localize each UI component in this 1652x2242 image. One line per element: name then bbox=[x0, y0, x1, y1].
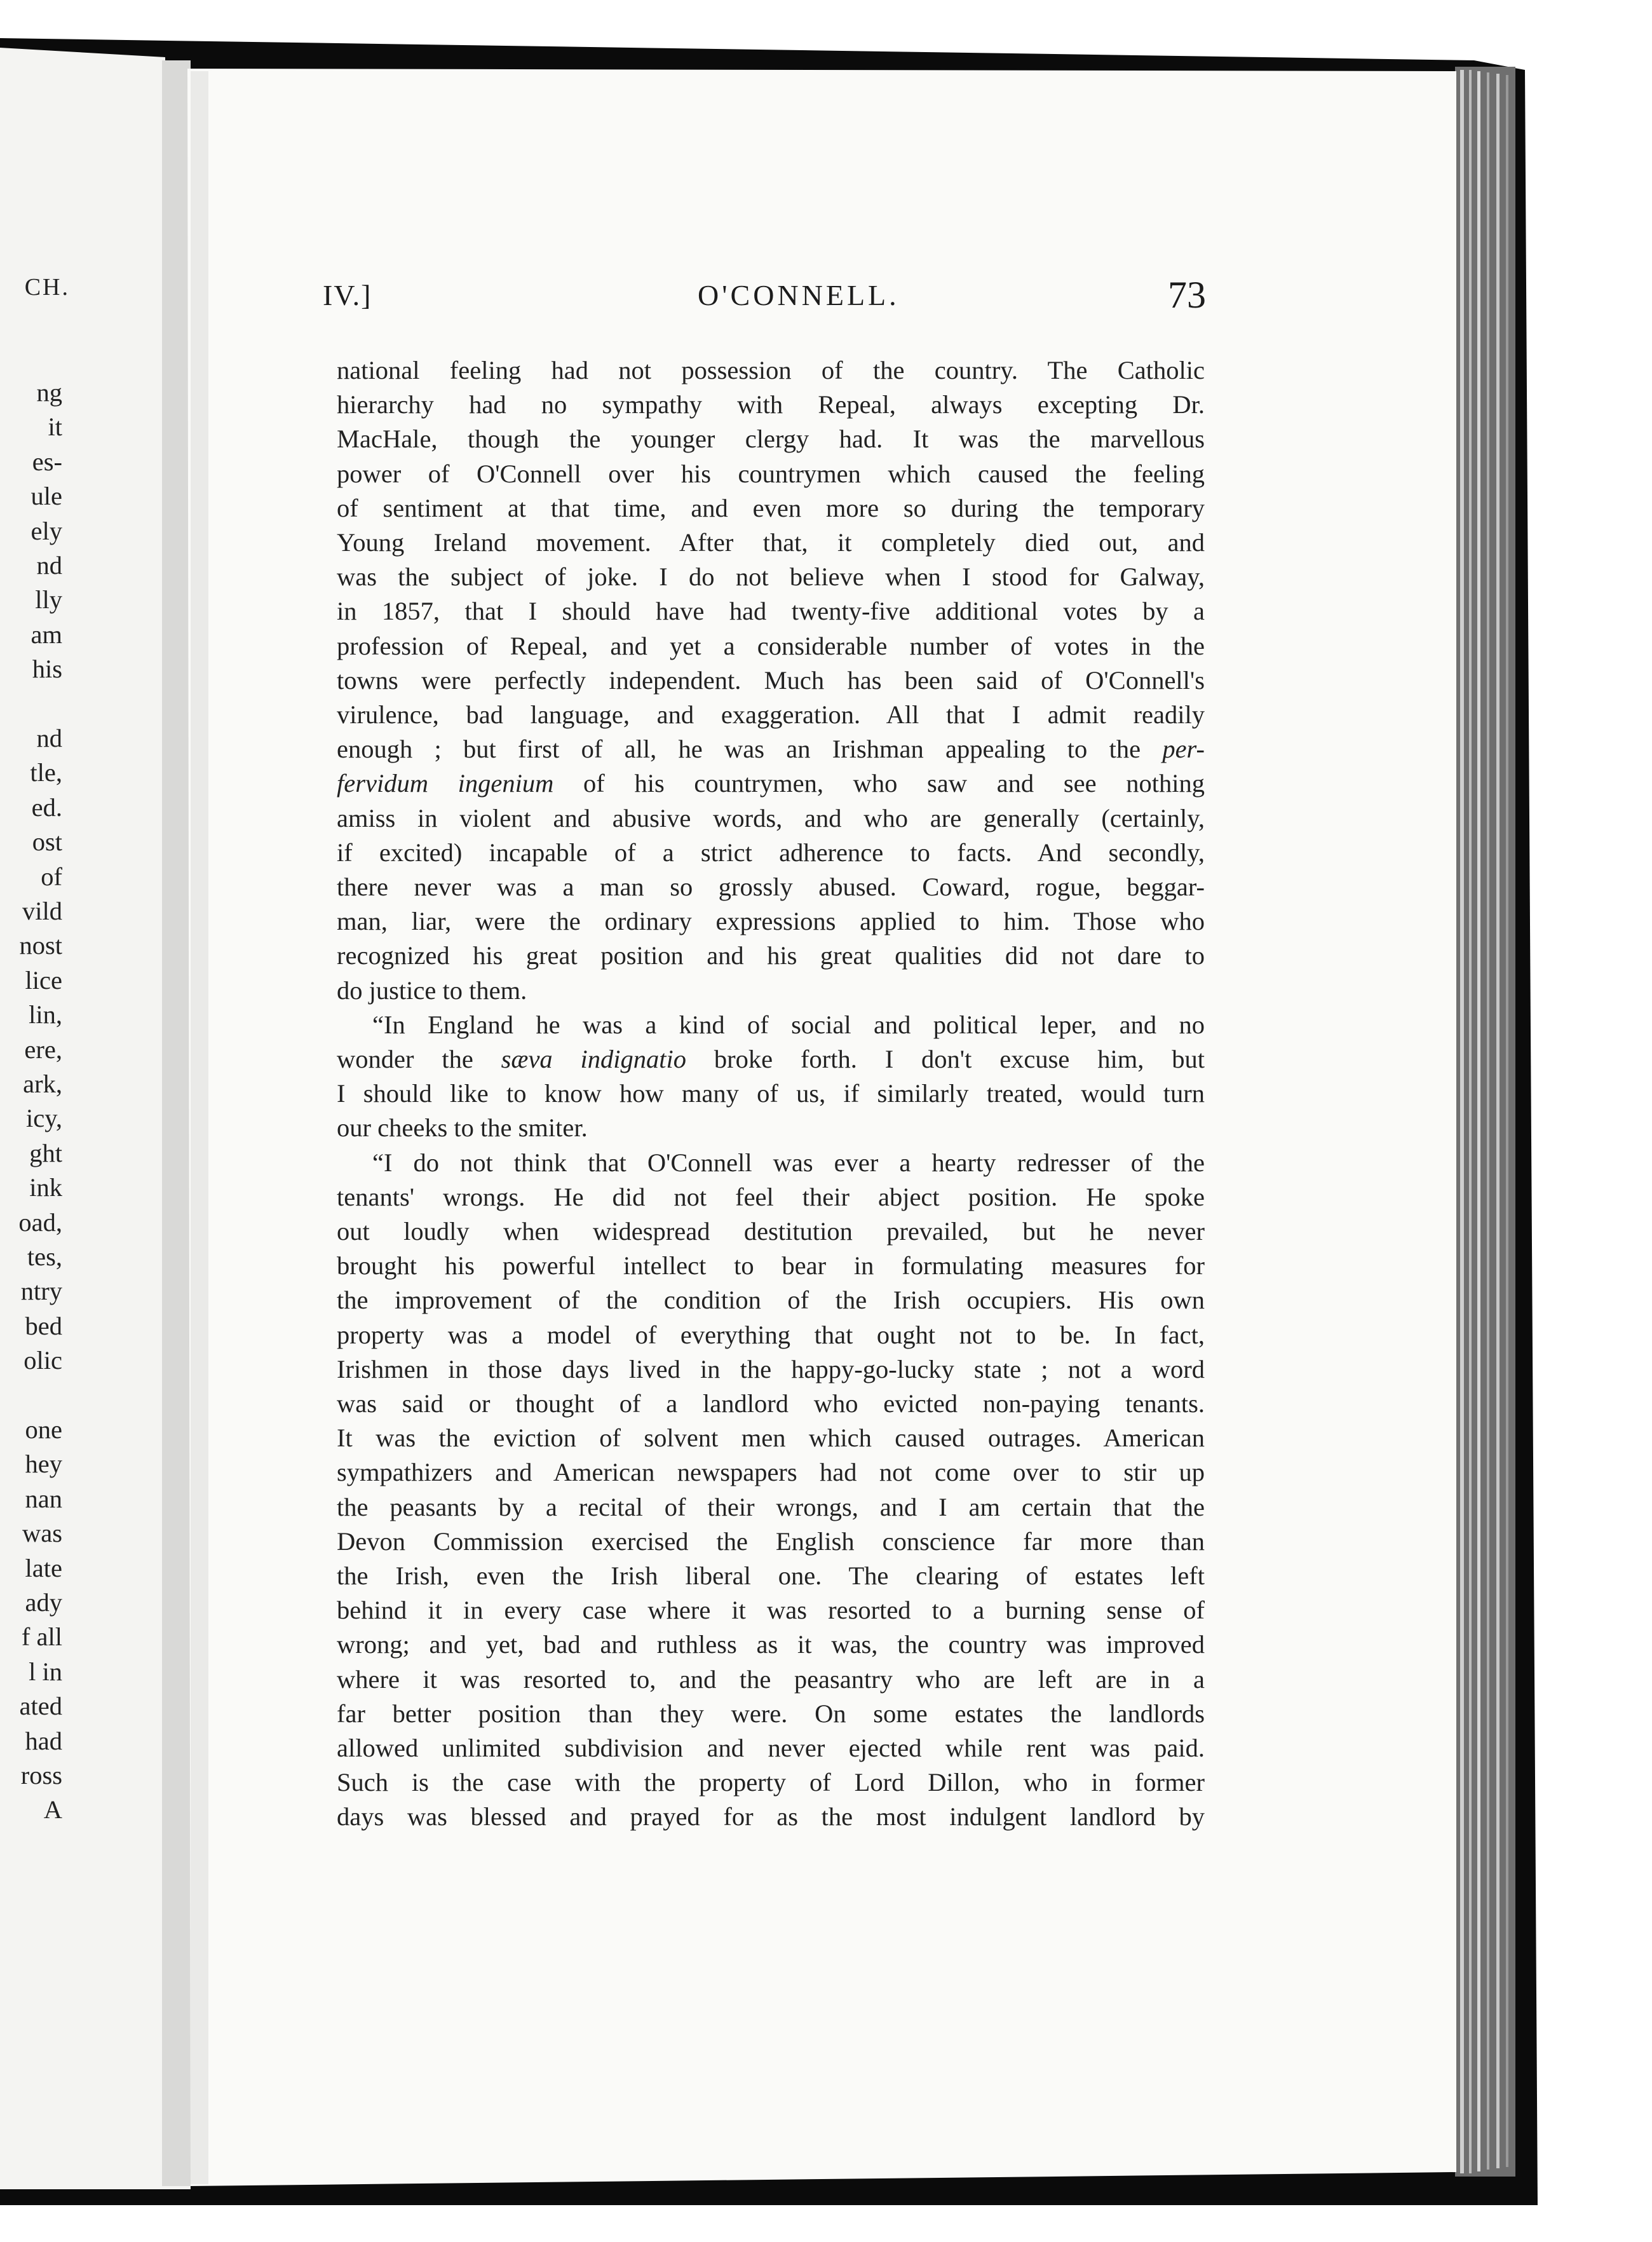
text-line: Devon Commission exercised the English conscience far more than bbox=[337, 1526, 1205, 1556]
left-page-line-fragment: ntry bbox=[20, 1277, 62, 1306]
left-page-line-fragment: ed. bbox=[31, 792, 62, 822]
left-page-line-fragment: his bbox=[32, 655, 62, 684]
text-line: virulence, bad language, and exaggeration. All that I admit readily bbox=[337, 700, 1205, 729]
left-page-line-fragment: ink bbox=[29, 1173, 62, 1202]
left-page-line-fragment: ule bbox=[30, 482, 62, 511]
left-page-line-fragment: am bbox=[30, 620, 62, 649]
page-number: 73 bbox=[1168, 274, 1206, 316]
left-page-line-fragment: had bbox=[25, 1726, 62, 1755]
left-page-line-fragment: ng bbox=[36, 378, 62, 407]
italic-phrase: sæva indignatio bbox=[501, 1045, 687, 1073]
text-line: allowed unlimited subdivision and never ejected while rent was paid. bbox=[337, 1734, 1205, 1762]
text-line: where it was resorted to, and the peasantry who are left are in a bbox=[337, 1664, 1205, 1694]
chapter-label: IV.] bbox=[323, 279, 372, 311]
left-page-line-fragment: ely bbox=[30, 516, 62, 545]
left-page-line-fragment: nan bbox=[25, 1484, 62, 1513]
left-page-line-fragment: es- bbox=[32, 447, 62, 476]
left-page-line-fragment: lice bbox=[25, 965, 62, 995]
text-line: if excited) incapable of a strict adherence to facts. And secondly, bbox=[337, 838, 1205, 867]
running-title: O'CONNELL. bbox=[698, 279, 900, 311]
left-page-line-fragment: ady bbox=[25, 1588, 62, 1617]
left-page-line-fragment: bed bbox=[25, 1311, 62, 1340]
left-page-line-fragment: nost bbox=[19, 931, 62, 960]
text-line: power of O'Connell over his countrymen which caused the feeling bbox=[337, 459, 1205, 488]
text-line: our cheeks to the smiter. bbox=[337, 1113, 588, 1143]
text-line: profession of Repeal, and yet a considerable number of votes in the bbox=[337, 631, 1205, 660]
text-line: man, liar, were the ordinary expressions applied to him. Those who bbox=[337, 907, 1205, 936]
text-line: behind it in every case where it was resorted to a burning sense of bbox=[337, 1596, 1205, 1625]
left-page-line-fragment: f all bbox=[21, 1622, 62, 1652]
left-page-line-fragment: vild bbox=[22, 897, 62, 925]
text-line: Young Ireland movement. After that, it completely died out, and bbox=[337, 528, 1205, 557]
left-page-line-fragment: ross bbox=[20, 1761, 62, 1790]
text-line: MacHale, though the younger clergy had. It was the marvellous bbox=[337, 425, 1205, 454]
text-line: Irishmen in those days lived in the happy-go-lucky state ; not a word bbox=[337, 1354, 1205, 1383]
text-line bbox=[337, 766, 1205, 801]
italic-phrase: per- bbox=[1162, 735, 1205, 764]
left-page-line-fragment: A bbox=[43, 1795, 62, 1824]
text-line: property was a model of everything that ought not to be. In fact, bbox=[337, 1320, 1205, 1349]
text-line: far better position than they were. On some estates the landlords bbox=[337, 1699, 1205, 1728]
text-line: days was blessed and prayed for as the most indulgent landlord by bbox=[337, 1802, 1205, 1831]
left-page-line-fragment: icy, bbox=[26, 1104, 62, 1133]
left-page-line-fragment: nd bbox=[36, 724, 62, 752]
left-page-line-fragment: olic bbox=[24, 1346, 62, 1375]
text-line: tenants' wrongs. He did not feel their abject position. He spoke bbox=[337, 1182, 1205, 1211]
text-line bbox=[337, 1042, 1205, 1077]
text-line: in 1857, that I should have had twenty-five additional votes by a bbox=[337, 597, 1205, 626]
text-line: “In England he was a kind of social and political leper, and no bbox=[372, 1010, 1205, 1039]
left-page-line-fragment: tle, bbox=[30, 758, 62, 787]
text-line: brought his powerful intellect to bear in formulating measures for bbox=[337, 1251, 1205, 1281]
text-span: broke forth. I don't excuse him, but bbox=[686, 1045, 1205, 1073]
text-line: do justice to them. bbox=[337, 975, 527, 1005]
left-page-line-fragment: l in bbox=[29, 1657, 62, 1686]
left-page-line-fragment: ere, bbox=[24, 1035, 62, 1064]
left-page-line-fragment: oad, bbox=[18, 1207, 62, 1237]
left-page-line-fragment: of bbox=[41, 862, 62, 891]
text-line: the improvement of the condition of the Irish occupiers. His own bbox=[337, 1286, 1205, 1315]
italic-phrase: fervidum ingenium bbox=[337, 769, 554, 798]
text-line: hierarchy had no sympathy with Repeal, always excepting Dr. bbox=[337, 390, 1205, 419]
text-line: Such is the case with the property of Lord Dillon, who in former bbox=[337, 1768, 1205, 1797]
left-page-line-fragment: ated bbox=[19, 1692, 62, 1721]
left-page-line-fragment: one bbox=[25, 1415, 62, 1444]
left-page-line-fragment: lly bbox=[35, 585, 62, 615]
text-line: of sentiment at that time, and even more so during the temporary bbox=[337, 493, 1205, 522]
left-page-line-fragment: late bbox=[25, 1553, 62, 1582]
left-page-line-fragment: tes, bbox=[27, 1242, 62, 1271]
text-line: there never was a man so grossly abused. Coward, rogue, beggar- bbox=[337, 873, 1205, 901]
text-line: the peasants by a recital of their wrongs, and I am certain that the bbox=[337, 1492, 1205, 1521]
text-line bbox=[337, 731, 1205, 767]
text-span: wonder the bbox=[337, 1045, 501, 1073]
text-line: the Irish, even the Irish liberal one. The clearing of estates left bbox=[337, 1561, 1205, 1590]
left-page-line-fragment: ght bbox=[29, 1138, 62, 1167]
text-span: of his countrymen, who saw and see nothing bbox=[553, 769, 1205, 798]
text-line: was said or thought of a landlord who evicted non-paying tenants. bbox=[337, 1389, 1205, 1418]
left-page-line-fragment: ark, bbox=[23, 1070, 62, 1098]
left-page-line-fragment: was bbox=[22, 1519, 62, 1548]
text-line: out loudly when widespread destitution prevailed, but he never bbox=[337, 1217, 1205, 1246]
left-page-header-fragment: CH. bbox=[24, 274, 70, 301]
left-page-line-fragment: lin, bbox=[29, 1000, 62, 1029]
text-line: recognized his great position and his great qualities did not dare to bbox=[337, 941, 1205, 970]
text-line: national feeling had not possession of the country. The Catholic bbox=[337, 356, 1205, 384]
text-line: wrong; and yet, bad and ruthless as it was, the country was improved bbox=[337, 1630, 1205, 1659]
text-line: It was the eviction of solvent men which caused outrages. American bbox=[337, 1423, 1205, 1453]
text-line: towns were perfectly independent. Much has been said of O'Connell's bbox=[337, 665, 1205, 695]
text-line: was the subject of joke. I do not believe when I stood for Galway, bbox=[337, 562, 1205, 592]
text-line: amiss in violent and abusive words, and who are generally (certainly, bbox=[337, 803, 1205, 832]
left-page-line-fragment: ost bbox=[32, 827, 62, 857]
left-page-line-fragment: nd bbox=[36, 551, 62, 580]
text-span: enough ; but first of all, he was an Irishman appealing to the bbox=[337, 735, 1163, 764]
text-line: “I do not think that O'Connell was ever a hearty redresser of the bbox=[372, 1148, 1205, 1177]
text-line: sympathizers and American newspapers had not come over to stir up bbox=[337, 1458, 1205, 1487]
left-page-line-fragment: it bbox=[48, 412, 62, 442]
text-line: I should like to know how many of us, if similarly treated, would turn bbox=[337, 1079, 1205, 1108]
left-page-line-fragment: hey bbox=[25, 1450, 62, 1479]
